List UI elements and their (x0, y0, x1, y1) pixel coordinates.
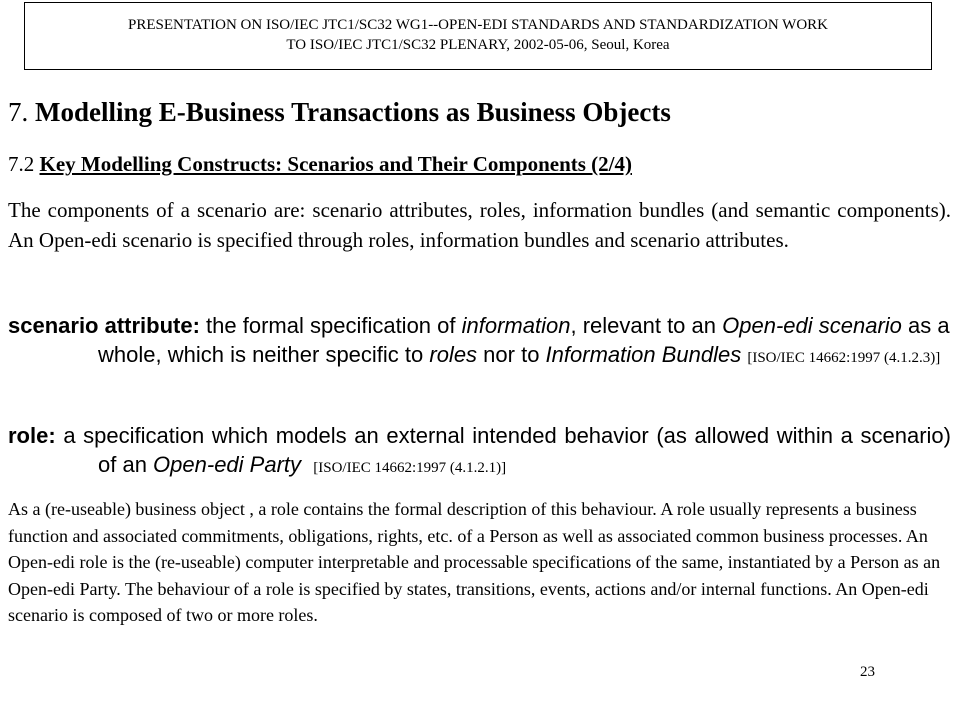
definition-emphasis: Open-edi Party (153, 452, 302, 477)
definition-text: , relevant to an (570, 313, 723, 338)
definition-term: role: (8, 423, 56, 448)
definition-scenario-attribute (8, 311, 951, 373)
section-number: 7. (8, 97, 29, 127)
definition-emphasis: Information Bundles (545, 342, 742, 367)
definition-text: a specification which models an external intended behavior (as allowed within a scenario) of an (55, 423, 951, 477)
subsection-heading (8, 152, 632, 177)
section-title: Modelling E-Business Transactions as Business Objects (35, 97, 671, 127)
definition-text: as a whole, which is neither specific to (98, 313, 950, 367)
definition-reference: [ISO/IEC 14662:1997 (4.1.2.3)] (747, 350, 941, 366)
intro-paragraph: The components of a scenario are: scenario attributes, roles, information bundles (and semantic components). An Open-edi scenario is specified through roles, information bundles and scenario attributes. (8, 198, 951, 252)
definition-emphasis: information (461, 313, 571, 338)
definition-reference: [ISO/IEC 14662:1997 (4.1.2.1)] (313, 460, 507, 476)
definition-emphasis: roles (429, 342, 478, 367)
section-heading (8, 97, 671, 128)
definition-term: scenario attribute: (8, 313, 200, 338)
presentation-header (24, 2, 932, 70)
subsection-title: Key Modelling Constructs: Scenarios and Their Components (2/4) (39, 152, 632, 176)
header-line-2: TO ISO/IEC JTC1/SC32 PLENARY, 2002-05-06, Seoul, Korea (286, 37, 670, 53)
header-line-1: PRESENTATION ON ISO/IEC JTC1/SC32 WG1--OPEN-EDI STANDARDS AND STANDARDIZATION WORK (127, 17, 828, 33)
definition-text: the formal specification of (199, 313, 462, 338)
subsection-number: 7.2 (8, 152, 35, 176)
definition-role (8, 421, 951, 483)
definition-emphasis: Open-edi scenario (722, 313, 902, 338)
definition-text: nor to (477, 342, 546, 367)
body-paragraph: As a (re-useable) business object , a role contains the formal description of this behaviour. A role usually represents a business function and associated commitments, obligations, rights, etc. of a Person as well as associated common business processes. An Open-edi role is the (re-useable) computer interpretable and processable specifications of the same, instantiated by a Person as an Open-edi Party. The behaviour of a role is specified by states, transitions, events, actions and/or internal functions. An Open-edi scenario is composed of two or more roles. (8, 499, 941, 626)
page-number: 23 (860, 664, 875, 680)
